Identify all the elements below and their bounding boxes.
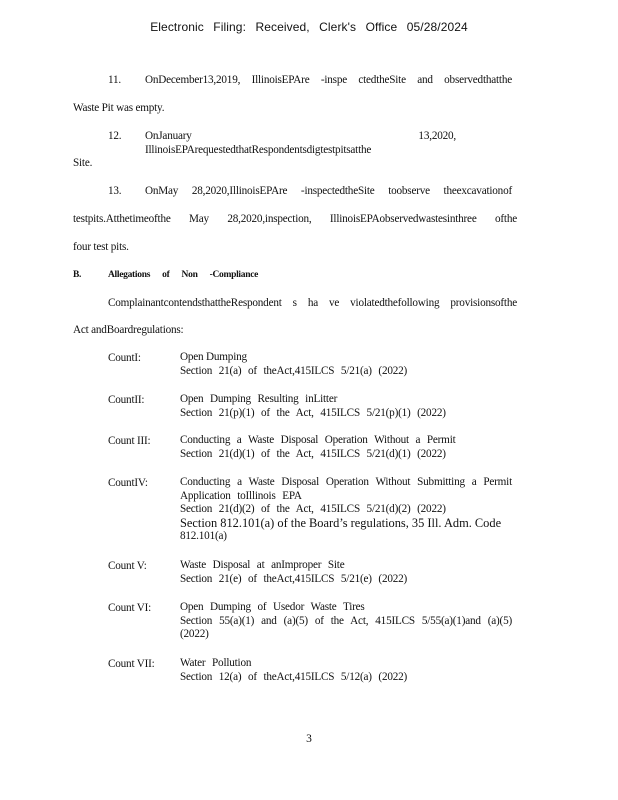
count-regulation-continued: 812.101(a) [180,530,227,542]
count-title-continued: Application toIllinois EPA [180,489,302,502]
paragraph-text: OnMay 28,2020,IllinoisEPAre -inspectedtheSite toobserve theexcavationof [145,185,512,197]
paragraph-number: 12. [108,130,122,142]
count-label: CountIV: [108,477,148,489]
paragraph-text: testpits.Atthetimeofthe May 28,2020,inspection, IllinoisEPAobservedwastesinthree ofthe [73,213,517,225]
intro-text: ComplainantcontendsthattheRespondent s ha ve violatedthefollowing provisionsofthe [108,297,517,309]
count-title: Conducting a Waste Disposal Operation Without a Permit [180,434,456,446]
count-title: Open Dumping Resulting inLitter [180,393,338,405]
count-label: CountI: [108,352,141,364]
paragraph-number: 13. [108,185,122,197]
paragraph-text: OnDecember13,2019, IllinoisEPAre -inspe ctedtheSite and observedthatthe [145,74,512,86]
count-citation: Section 21(d)(1) of the Act, 415ILCS 5/21(d)(1) (2022) [180,447,446,460]
count-citation: Section 21(e) of theAct,415ILCS 5/21(e) (2022) [180,572,408,585]
count-citation: Section 21(p)(1) of the Act, 415ILCS 5/21(p)(1) (2022) [180,406,446,419]
count-title: Conducting a Waste Disposal Operation Without Submitting a Permit [180,476,512,488]
count-description [180,476,512,544]
count-citation: Section 21(a) of theAct,415ILCS 5/21(a) (2022) [180,364,408,377]
count-label: CountII: [108,394,145,406]
filing-stamp-header: Electronic Filing: Received, Clerk's Office 05/28/2024 [150,20,468,34]
count-label: Count V: [108,560,147,572]
paragraph-text: four test pits. [73,241,129,253]
page-number: 3 [306,733,312,745]
count-title: Open Dumping of Usedor Waste Tires [180,601,365,613]
count-description [180,601,512,642]
count-title: Water Pollution [180,657,252,669]
paragraph-text: Waste Pit was empty. [73,102,165,114]
count-label: Count III: [108,435,151,447]
count-label: Count VI: [108,602,152,614]
count-description [180,559,512,586]
count-description [180,657,512,684]
count-title: Open Dumping [180,351,247,363]
count-description [180,434,512,461]
paragraph-text: OnJanuary 13,2020, IllinoisEPArequestedthatRespondentsdigtestpitsatthe [145,130,456,156]
count-description [180,393,512,420]
count-label: Count VII: [108,658,155,670]
section-letter: B. [73,270,82,280]
paragraph-number: 11. [108,74,121,86]
count-description [180,351,512,378]
intro-text: Act andBoardregulations: [73,324,184,336]
count-regulation: Section 812.101(a) of the Board’s regulations, 35 Ill. Adm. Code [180,515,502,530]
count-citation-continued: (2022) [180,628,209,640]
paragraph-text: Site. [73,157,93,169]
count-citation: Section 55(a)(1) and (a)(5) of the Act, 415ILCS 5/55(a)(1)and (a)(5) [180,614,512,627]
count-citation: Section 12(a) of theAct,415ILCS 5/12(a) (2022) [180,670,408,683]
count-citation: Section 21(d)(2) of the Act, 415ILCS 5/21(d)(2) (2022) [180,503,446,515]
count-title: Waste Disposal at anImproper Site [180,559,345,571]
section-heading: Allegations of Non -Compliance [108,270,259,280]
